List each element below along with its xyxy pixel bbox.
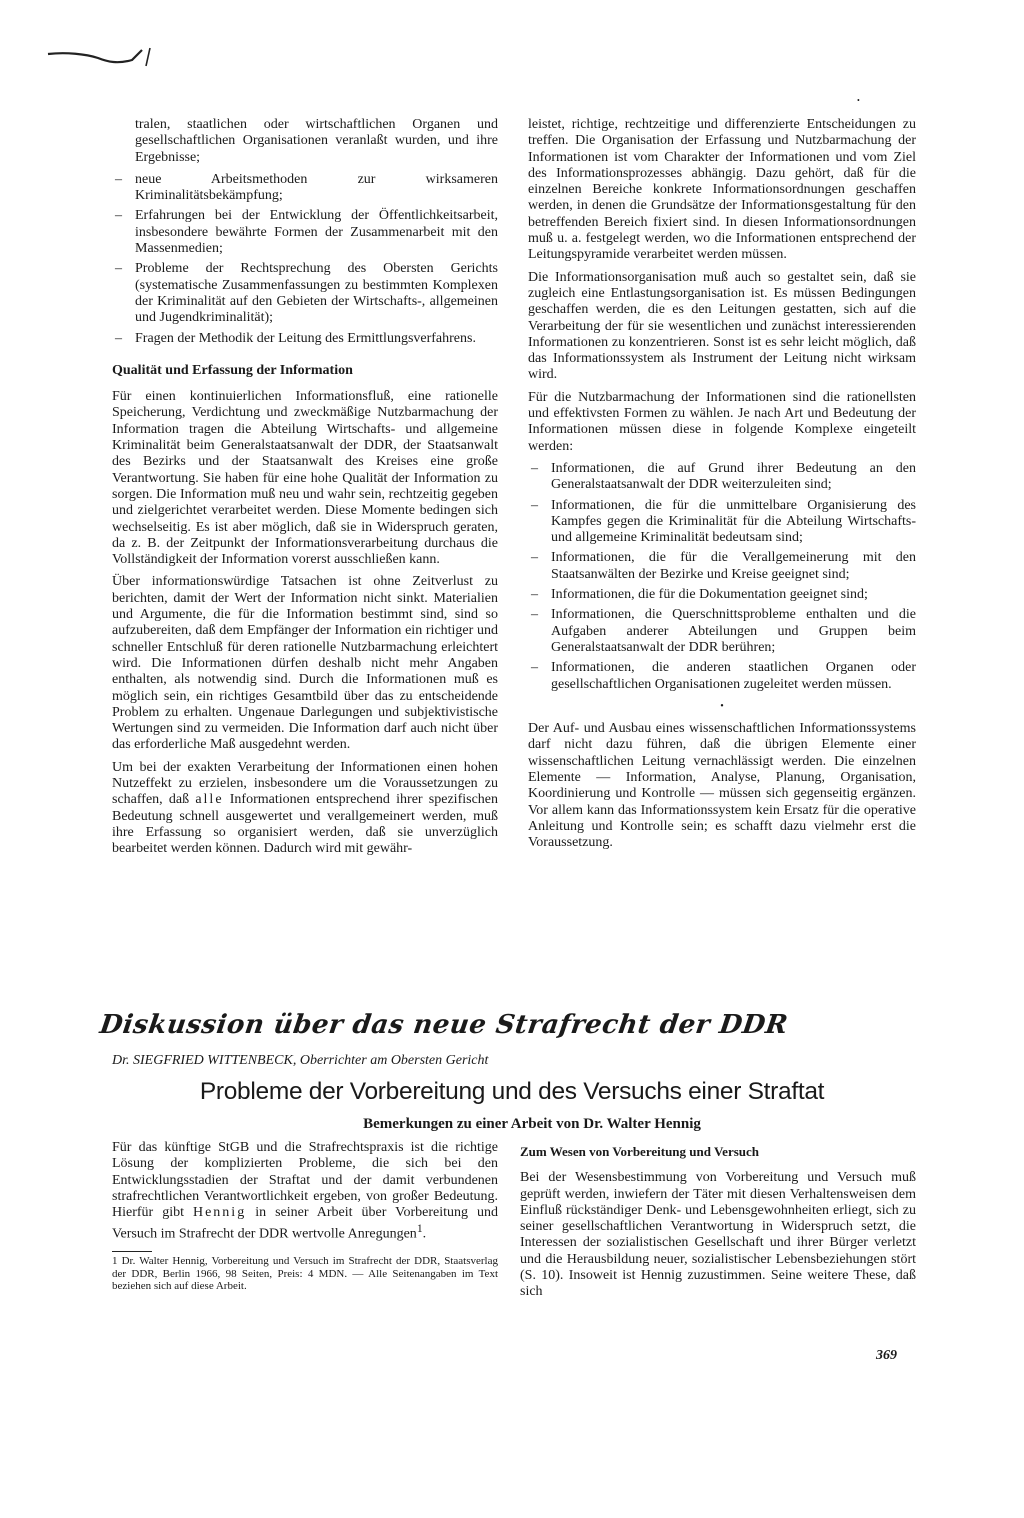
body-paragraph xyxy=(112,760,498,858)
body-paragraph: Der Auf- und Ausbau eines wissenschaftlichen Informationssystems darf nicht dazu führen, daß die übrigen Elemente einer wissenschaftlichen Leitung vernachlässigt werden. Die einzelnen Elemente — Information, Analyse, Planung, Organisation, Koordinierung und Kontrolle — müssen sich gegenseitig ergänzen. Vor allem kann das Informationssystem kein Ersatz für die operative Anleitung und Kontrolle sein; es schafft dazu vielmehr erst die Voraussetzung. xyxy=(528,721,916,851)
corner-scribble-mark xyxy=(46,46,156,70)
author-role: Oberrichter am Obersten Gericht xyxy=(299,1053,489,1068)
article-title: Probleme der Vorbereitung und des Versuchs einer Straftat xyxy=(199,1078,825,1105)
body-paragraph: Bei der Wesensbestimmung von Vorbereitung und Versuch muß geprüft werden, inwiefern der Täter mit diesen Verhaltensweisen dem Einfluß rückständiger Denk- und Lebensgewohnheiten erliegt, sich zu seiner gesellschaftlichen Verantwortung in Widerspruch setzt, die Interessen der sozialistischen Gesellschaft und ihrer Bürger verletzt und die Herausbildung neuer, sozialistischer Lebensbeziehungen stört (S. 10). Insoweit ist Hennig zuzustimmen. Seine weitere These, daß sich xyxy=(520,1170,916,1300)
body-paragraph: leistet, richtige, rechtzeitige und differenzierte Entscheidungen zu treffen. Die Organisation der Erfassung und Nutzbarmachung der Informationen ist vom Charakter der Informationen und vom Ziel des Informationsprozesses abhängig. Dazu gehört, daß für die einzelnen Bereiche konkrete Informationsordnungen geschaffen werden, in denen die Grundsätze der Informationsgestaltung für den betreffenden Bereich fixiert sind. In diesen Informationsordnungen muß u. a. festgelegt werden, wo die Informationen entsprechend der Leitungspyramide verarbeitet werden müssen. xyxy=(528,117,916,263)
continued-paragraph: tralen, staatlichen oder wirtschaftlichen Organen und gesellschaftlichen Organisationen veranlaßt wurden, und ihre Ergebnisse; xyxy=(135,117,498,165)
emphasized-word: Hennig xyxy=(192,1205,247,1221)
list-item: – Informationen, die für die Dokumentation geeignet sind; xyxy=(528,587,916,603)
list-item: – neue Arbeitsmethoden zur wirksameren Kriminalitätsbekämpfung; xyxy=(112,172,498,205)
body-paragraph: Für das künftige StGB und die Strafrechtspraxis ist die richtige Lösung der komplizierten Probleme, die sich bei den Entwicklungsstadien der Straftat und der damit verbundenen strafrechtlichen Verantwortlichkeit ergeben, von großer Bedeutung. Hierfür gibt Hennig in seiner Arbeit über Vorbereitung und Versuch im Strafrecht der DDR wertvolle Anregungen$^1$. xyxy=(112,1140,498,1243)
emphasized-word: alle xyxy=(195,792,224,808)
top-star-mark: • xyxy=(857,96,860,105)
author-name: Dr. SIEGFRIED WITTENBECK, xyxy=(112,1053,297,1068)
text-run: Um bei der exakten Verarbeitung der Informationen einen hohen Nutzeffekt zu erzielen, insbesondere um die Voraussetzungen zu schaffen, daß xyxy=(112,759,498,808)
article-subtitle: Bemerkungen zu einer Arbeit von Dr. Walter Hennig xyxy=(363,1116,701,1132)
list-item: – Informationen, die für die unmittelbare Organisierung des Kampfes gegen die Kriminalität für die Abteilung Wirtschafts- und allgemeine Kriminalität bedeutsam sind; xyxy=(528,498,916,547)
body-paragraph: Über informationswürdige Tatsachen ist ohne Zeitverlust zu berichten, damit der Wert der Information nicht sinkt. Materialien und Argumente, die für die Information bestimmt sind, sind so aufzubereiten, daß dem Empfänger der Information ein richtiger und schneller Entschluß für deren rationelle Nutzbarmachung erleichtert wird. Die Informationen dürfen deshalb nicht mehr Angaben enthalten, als notwendig sind. Durch die Informationen muß es möglich sein, ein richtiges Gesamtbild über das zu entscheidende Problem zu erhalten. Ungenaue Darlegungen und subjektivistische Wertungen sind zu vermeiden. Die Information darf auch nicht über das erforderliche Maß ausgedehnt werden. xyxy=(112,574,498,753)
right-column-top xyxy=(528,117,916,857)
text-run: Für das künftige StGB und die Strafrechtspraxis ist die richtige Lösung der komplizierten Probleme, die sich bei den Entwicklungsstadien der Straftat und der damit verbundenen strafrechtlichen Verantwortlichkeit ergeben, von großer Bedeutung. Hierfür gibt xyxy=(112,1140,498,1221)
list-item: – Informationen, die Querschnittsprobleme enthalten und die Aufgaben anderer Abteilungen und Gruppen beim Generalstaatsanwalt der DDR berühren; xyxy=(528,607,916,656)
right-column-bottom xyxy=(520,1144,916,1307)
information-complexes-list xyxy=(528,461,916,693)
section-heading: Zum Wesen von Vorbereitung und Versuch xyxy=(520,1144,760,1159)
discussion-section-banner: Diskussion über das neue Strafrecht der DDR xyxy=(97,1010,790,1040)
left-column-top xyxy=(112,117,498,863)
author-line xyxy=(112,1053,488,1069)
list-item: – Probleme der Rechtsprechung des Obersten Gerichts (systematische Zusammenfassungen zu bestimmten Komplexen der Kriminalität auf den Gebieten der Wirtschafts-, allgemeinen und Jugendkriminalität); xyxy=(112,261,498,326)
section-heading: Qualität und Erfassung der Information xyxy=(112,362,353,378)
footnote-text: 1 Dr. Walter Hennig, Vorbereitung und Versuch im Strafrecht der DDR, Staatsverlag der DDR, Berlin 1966, 98 Seiten, Preis: 4 MDN. — Alle Seitenangaben im Text beziehen sich auf diese Arbeit. xyxy=(112,1255,498,1293)
list-item: – Fragen der Methodik der Leitung des Ermittlungsverfahrens. xyxy=(112,331,498,347)
text-run: in seiner Arbeit über Vorbereitung und Versuch im Strafrecht der DDR wertvolle Anregungen xyxy=(112,1205,498,1243)
footnote-reference[interactable]: 1 xyxy=(416,1222,423,1236)
body-paragraph: Die Informationsorganisation muß auch so gestaltet sein, daß sie zugleich eine Entlastungsorganisation ist. Es müssen Bedingungen geschaffen werden, die es den Leitungen gestatten, sich auf die Verarbeitung der für sie wesentlichen und zunächst interessierenden Informationen zu konzentrieren. Sonst ist es sehr leicht möglich, daß das Informationssystem als Instrument der Leitung nicht wirksam wird. xyxy=(528,269,916,383)
footnote-rule xyxy=(112,1251,152,1252)
body-paragraph: Für einen kontinuierlichen Informationsfluß, eine rationelle Speicherung, Verdichtung und zweckmäßige Nutzbarmachung der Information tragen die Abteilung Wirtschafts- und allgemeine Kriminalität beim Generalstaatsanwalt der DDR, der Staatsanwalt des Bezirks und der Staatsanwalt des Kreises eine große Verantwortung. Sie haben für eine hohe Qualität der Information zu sorgen. Die Information muß neu und wahr sein, rechtzeitig gegeben und zielgerichtet verarbeitet werden. Diese Momente bedingen sich wechselseitig. Es ist aber möglich, daß sie in Widerspruch geraten, da z. B. der Zeitpunkt der Informationsverarbeitung durchaus die Vollständigkeit der Information vorerst ausschließen kann. xyxy=(112,389,498,568)
page-number: 369 xyxy=(876,1348,897,1363)
footnote xyxy=(112,1251,498,1293)
section-star-divider: • xyxy=(720,700,724,712)
list-item: – Informationen, die auf Grund ihrer Bedeutung an den Generalstaatsanwalt der DDR weiterzuleiten sind; xyxy=(528,461,916,494)
list-item: – Informationen, die für die Verallgemeinerung mit den Staatsanwälten der Bezirke und Kreise geeignet sind; xyxy=(528,550,916,583)
text-run: Informationen entsprechend ihrer spezifischen Bedeutung schnell ausgewertet und verallgemeinert werden, muß ihre Erfassung so organisiert werden, daß sie unverzüglich bearbeitet werden können. Dadurch wird mit gewähr- xyxy=(112,792,499,857)
left-column-bottom xyxy=(112,1140,498,1293)
list-item: – Informationen, die anderen staatlichen Organen oder gesellschaftlichen Organisationen zugeleitet werden müssen. xyxy=(528,660,916,693)
body-paragraph: Für die Nutzbarmachung der Informationen sind die rationellsten und effektivsten Formen zu wählen. Je nach Art und Bedeutung der Informationen müssen diese in folgende Komplexe eingeteilt werden: xyxy=(528,389,916,454)
list-item: – Erfahrungen bei der Entwicklung der Öffentlichkeitsarbeit, insbesondere bewährte Formen der Zusammenarbeit mit den Massenmedien; xyxy=(112,208,498,257)
reporting-topics-list xyxy=(112,172,498,347)
